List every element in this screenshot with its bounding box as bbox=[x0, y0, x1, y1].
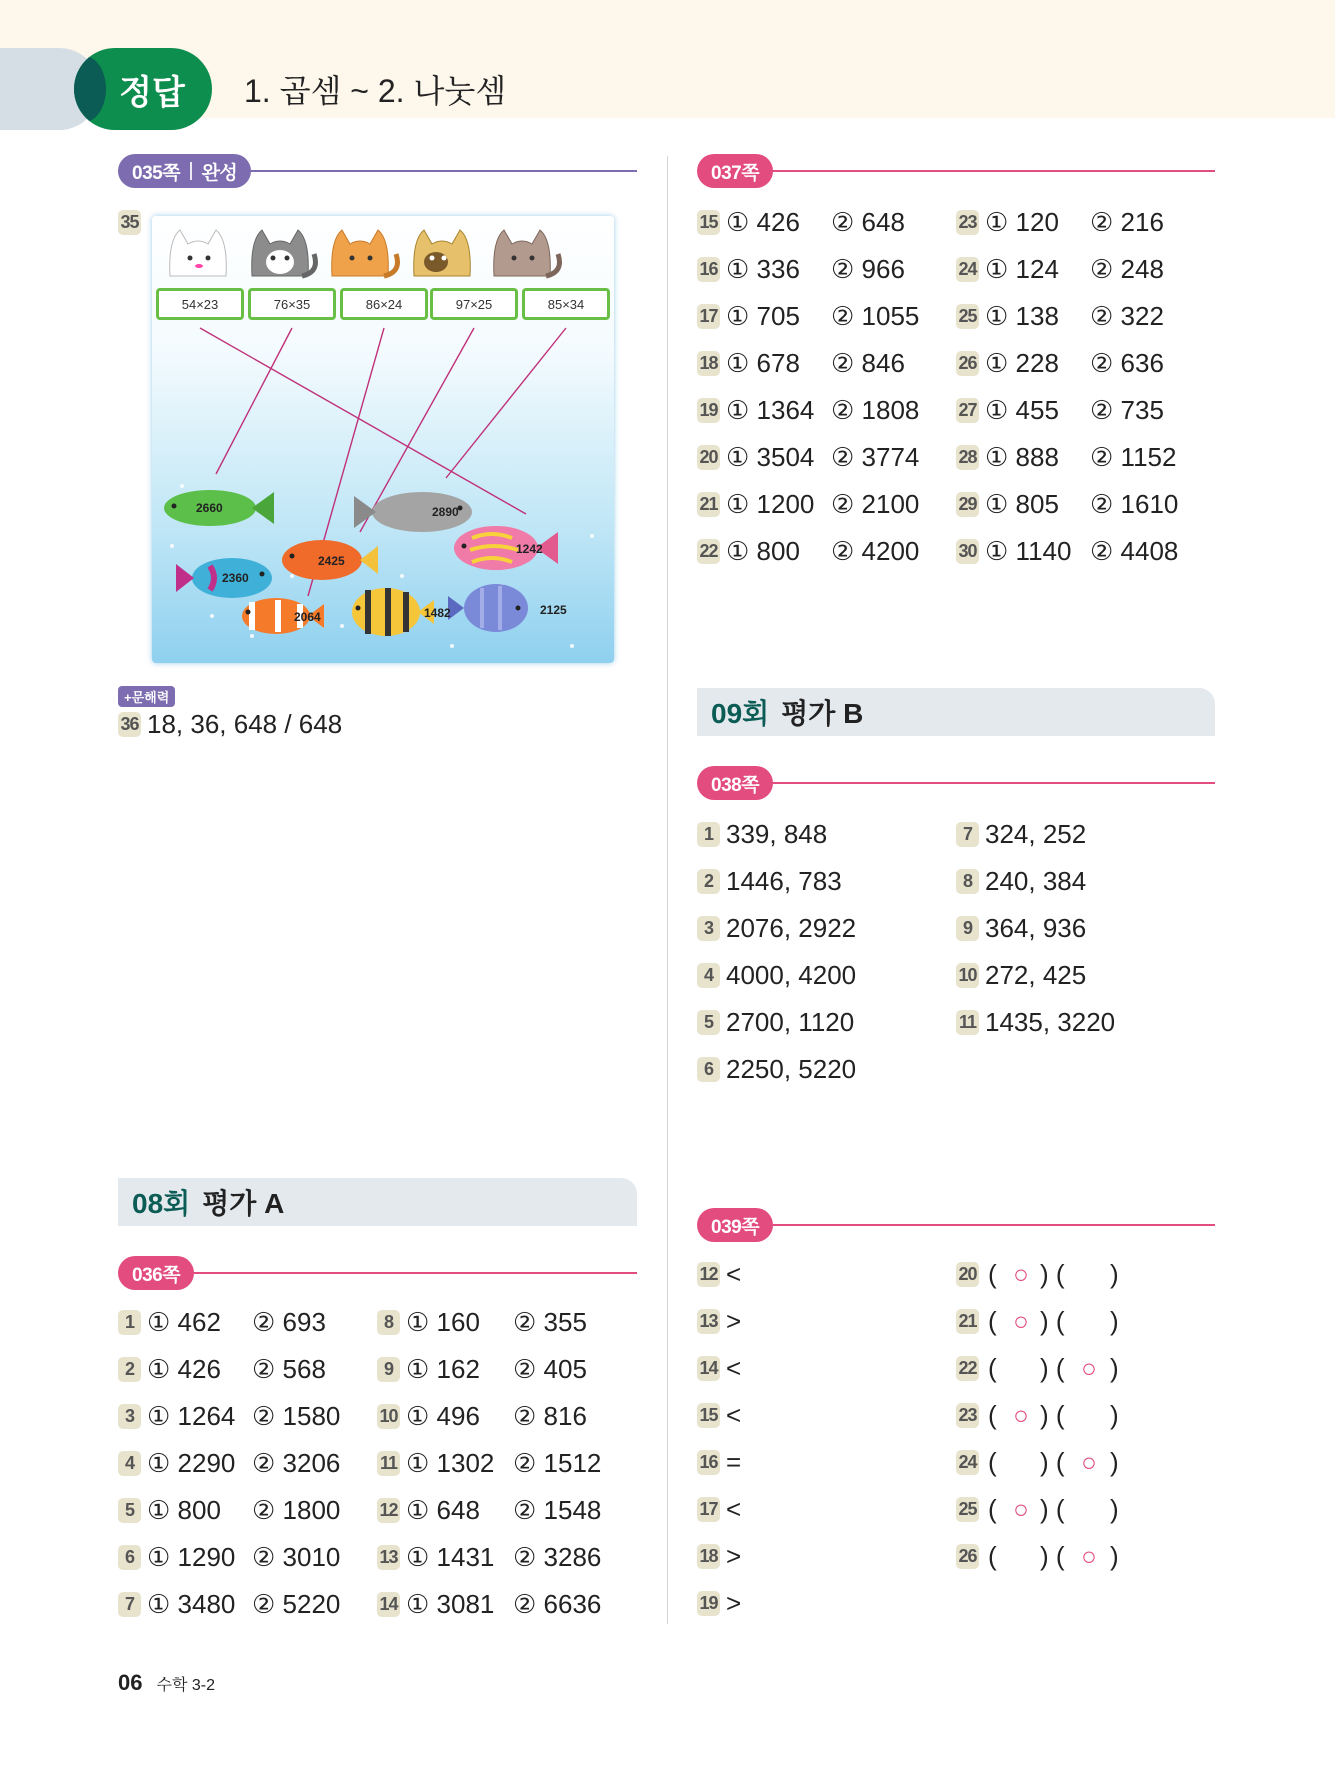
question-number: 25 bbox=[956, 304, 979, 329]
tag-line-036 bbox=[192, 1272, 637, 1274]
answer-row bbox=[118, 1447, 341, 1479]
question-number: 27 bbox=[956, 398, 979, 423]
answer-part-1: ① 3081 bbox=[406, 1588, 495, 1619]
answer-row bbox=[697, 300, 920, 332]
answer-row bbox=[118, 1588, 341, 1620]
question-number: 13 bbox=[377, 1545, 400, 1570]
answer-part-2: ② 248 bbox=[1090, 253, 1164, 284]
answer-value: 240, 384 bbox=[985, 865, 1087, 896]
question-number: 19 bbox=[697, 1591, 720, 1616]
answer-part-1: ① 1364 bbox=[726, 394, 815, 425]
reading-skill-label: +문해력 bbox=[118, 686, 175, 707]
question-36: 36 18, 36, 648 / 648 bbox=[118, 708, 342, 740]
question-number: 4 bbox=[697, 963, 720, 988]
cat-orange bbox=[332, 230, 398, 276]
question-number: 15 bbox=[697, 1403, 720, 1428]
problem-box-3: 86×24 bbox=[340, 288, 428, 320]
answer-part-1: ① 3480 bbox=[147, 1588, 236, 1619]
right-choice: ○ bbox=[1081, 1352, 1097, 1383]
answer-part-1: ① 805 bbox=[985, 488, 1059, 519]
question-number: 9 bbox=[956, 916, 979, 941]
answer-row bbox=[377, 1306, 587, 1338]
fish-label: 2660 bbox=[196, 501, 223, 515]
cat-gray bbox=[252, 230, 316, 276]
tag-line-035 bbox=[250, 170, 637, 172]
question-number: 29 bbox=[956, 492, 979, 517]
question-number: 20 bbox=[956, 1262, 979, 1287]
answer-row bbox=[697, 818, 827, 850]
answer-row bbox=[377, 1588, 602, 1620]
answer-part-2: ② 1580 bbox=[252, 1400, 341, 1431]
question-number: 17 bbox=[697, 1497, 720, 1522]
comparison-symbol: > bbox=[726, 1305, 742, 1336]
answer-part-2: ② 216 bbox=[1090, 206, 1164, 237]
question-number: 28 bbox=[956, 445, 979, 470]
answer-row bbox=[118, 1494, 341, 1526]
question-number: 11 bbox=[956, 1010, 979, 1035]
answer-row bbox=[697, 865, 842, 897]
answer-part-1: ① 1140 bbox=[985, 535, 1072, 566]
question-number: 1 bbox=[118, 1310, 141, 1335]
comparison-symbol: > bbox=[726, 1540, 742, 1571]
paren-pair: ) ( bbox=[1040, 1258, 1065, 1289]
left-choice: ○ bbox=[1013, 1399, 1029, 1430]
answer-row bbox=[956, 1258, 1119, 1290]
question-number: 24 bbox=[956, 1450, 979, 1475]
answer-part-2: ② 3286 bbox=[513, 1541, 602, 1572]
answer-part-2: ② 4408 bbox=[1090, 535, 1179, 566]
answer-part-1: ① 705 bbox=[726, 300, 800, 331]
answer-part-1: ① 426 bbox=[147, 1353, 221, 1384]
answer-part-2: ② 735 bbox=[1090, 394, 1164, 425]
paren-close: ) bbox=[1110, 1493, 1119, 1524]
answer-row bbox=[697, 347, 905, 379]
right-choice: ○ bbox=[1081, 1446, 1097, 1477]
answer-part-1: ① 138 bbox=[985, 300, 1059, 331]
paren-close: ) bbox=[1110, 1352, 1119, 1383]
question-number: 13 bbox=[697, 1309, 720, 1334]
question-number: 22 bbox=[956, 1356, 979, 1381]
answer-part-1: ① 162 bbox=[406, 1353, 480, 1384]
answer-value: 2250, 5220 bbox=[726, 1053, 857, 1084]
tag-line-039 bbox=[771, 1224, 1215, 1226]
answer-row bbox=[956, 1352, 1119, 1384]
answer-row bbox=[377, 1494, 602, 1526]
fish-2125 bbox=[448, 584, 528, 632]
paren-open: ( bbox=[988, 1399, 997, 1430]
problem-box-5: 85×34 bbox=[522, 288, 610, 320]
answer-value: 1446, 783 bbox=[726, 865, 842, 896]
answer-part-1: ① 1431 bbox=[406, 1541, 495, 1572]
question-number: 23 bbox=[956, 210, 979, 235]
answer-row bbox=[956, 912, 1086, 944]
answer-part-2: ② 1512 bbox=[513, 1447, 602, 1478]
answer-row bbox=[956, 488, 1179, 520]
answer-row bbox=[956, 206, 1164, 238]
fish-label: 2064 bbox=[294, 610, 321, 624]
fish-label: 2360 bbox=[222, 571, 249, 585]
answer-row bbox=[377, 1447, 602, 1479]
answer-part-2: ② 3206 bbox=[252, 1447, 341, 1478]
answer-row bbox=[697, 1399, 741, 1431]
answer-row bbox=[956, 959, 1086, 991]
answer-part-1: ① 455 bbox=[985, 394, 1059, 425]
answer-part-2: ② 966 bbox=[831, 253, 905, 284]
answer-part-2: ② 1548 bbox=[513, 1494, 602, 1525]
answer-row bbox=[377, 1400, 587, 1432]
question-number: 12 bbox=[377, 1498, 400, 1523]
question-number: 30 bbox=[956, 539, 979, 564]
paren-open: ( bbox=[988, 1493, 997, 1524]
question-number: 1 bbox=[697, 822, 720, 847]
question-number: 2 bbox=[697, 869, 720, 894]
answer-row bbox=[956, 535, 1179, 567]
answer-part-1: ① 2290 bbox=[147, 1447, 236, 1478]
answer-row bbox=[697, 394, 920, 426]
tag-line-037 bbox=[771, 170, 1215, 172]
left-choice: ○ bbox=[1013, 1305, 1029, 1336]
answer-row bbox=[118, 1400, 341, 1432]
answer-part-1: ① 888 bbox=[985, 441, 1059, 472]
cat-white bbox=[170, 230, 227, 276]
answer-row bbox=[956, 1006, 1115, 1038]
answer-value: 2076, 2922 bbox=[726, 912, 857, 943]
problem-box-2: 76×35 bbox=[248, 288, 336, 320]
answer-part-1: ① 462 bbox=[147, 1306, 221, 1337]
question-number: 7 bbox=[956, 822, 979, 847]
answer-part-1: ① 678 bbox=[726, 347, 800, 378]
question-number: 3 bbox=[697, 916, 720, 941]
paren-open: ( bbox=[988, 1352, 997, 1383]
answer-row bbox=[697, 488, 920, 520]
paren-close: ) bbox=[1110, 1258, 1119, 1289]
answer-part-2: ② 3774 bbox=[831, 441, 920, 472]
answer-part-1: ① 426 bbox=[726, 206, 800, 237]
tag-line-038 bbox=[771, 782, 1215, 784]
question-number: 8 bbox=[956, 869, 979, 894]
answer-row bbox=[956, 818, 1086, 850]
answer-row bbox=[956, 1493, 1119, 1525]
answer-value: 2700, 1120 bbox=[726, 1006, 855, 1037]
page-footer bbox=[118, 1670, 215, 1696]
answer-row bbox=[697, 1446, 741, 1478]
cat-brown bbox=[494, 230, 560, 276]
answer-part-2: ② 322 bbox=[1090, 300, 1164, 331]
paren-open: ( bbox=[988, 1258, 997, 1289]
fish-label: 2125 bbox=[540, 603, 567, 617]
question-number: 22 bbox=[697, 539, 720, 564]
question-number: 7 bbox=[118, 1592, 141, 1617]
fish-label: 2890 bbox=[432, 505, 459, 519]
answer-part-1: ① 336 bbox=[726, 253, 800, 284]
answer-part-2: ② 1055 bbox=[831, 300, 920, 331]
question-number: 26 bbox=[956, 351, 979, 376]
question-number: 14 bbox=[697, 1356, 720, 1381]
answer-row bbox=[697, 441, 920, 473]
answer-value: 339, 848 bbox=[726, 818, 828, 849]
answer-part-1: ① 1302 bbox=[406, 1447, 495, 1478]
question-number: 21 bbox=[956, 1309, 979, 1334]
answer-part-1: ① 1290 bbox=[147, 1541, 236, 1572]
column-divider bbox=[667, 156, 668, 1624]
question-number: 5 bbox=[118, 1498, 141, 1523]
comparison-symbol: < bbox=[726, 1258, 742, 1289]
answer-part-2: ② 6636 bbox=[513, 1588, 602, 1619]
answer-row bbox=[956, 441, 1177, 473]
section-08: 08회 평가 A bbox=[118, 1178, 637, 1226]
answer-part-2: ② 846 bbox=[831, 347, 905, 378]
question-number: 19 bbox=[697, 398, 720, 423]
answer-row bbox=[697, 1540, 741, 1572]
question-number: 12 bbox=[697, 1262, 720, 1287]
answer-row bbox=[956, 865, 1086, 897]
answer-row bbox=[377, 1353, 587, 1385]
paren-close: ) bbox=[1110, 1399, 1119, 1430]
answer-row bbox=[697, 959, 856, 991]
answer-row bbox=[697, 1352, 741, 1384]
cat-tan bbox=[414, 230, 471, 276]
problem-box-1: 54×23 bbox=[156, 288, 244, 320]
answer-part-2: ② 1610 bbox=[1090, 488, 1179, 519]
question-number: 9 bbox=[377, 1357, 400, 1382]
question-number: 8 bbox=[377, 1310, 400, 1335]
answer-row bbox=[956, 394, 1164, 426]
fish-1482 bbox=[352, 588, 434, 636]
answer-row bbox=[956, 1399, 1119, 1431]
question-number: 14 bbox=[377, 1592, 400, 1617]
answer-part-1: ① 496 bbox=[406, 1400, 480, 1431]
question-number: 6 bbox=[118, 1545, 141, 1570]
paren-pair: ) ( bbox=[1040, 1540, 1065, 1571]
answer-part-2: ② 355 bbox=[513, 1306, 587, 1337]
paren-pair: ) ( bbox=[1040, 1399, 1065, 1430]
answer-part-2: ② 3010 bbox=[252, 1541, 341, 1572]
paren-pair: ) ( bbox=[1040, 1305, 1065, 1336]
answer-part-2: ② 4200 bbox=[831, 535, 920, 566]
question-number: 5 bbox=[697, 1010, 720, 1035]
answer-part-1: ① 1264 bbox=[147, 1400, 236, 1431]
answer-value: 364, 936 bbox=[985, 912, 1087, 943]
left-choice: ○ bbox=[1013, 1258, 1029, 1289]
fish-label: 1482 bbox=[424, 606, 451, 620]
answer-part-2: ② 2100 bbox=[831, 488, 920, 519]
answer-part-1: ① 1200 bbox=[726, 488, 815, 519]
answer-row bbox=[697, 206, 905, 238]
answer-row bbox=[956, 1540, 1119, 1572]
problem-box-4: 97×25 bbox=[430, 288, 518, 320]
answer-part-1: ① 800 bbox=[147, 1494, 221, 1525]
paren-pair: ) ( bbox=[1040, 1446, 1065, 1477]
question-number: 6 bbox=[697, 1057, 720, 1082]
answer-row bbox=[697, 1493, 741, 1525]
subject-name: 수학 3-2 bbox=[156, 1677, 215, 1694]
question-number: 15 bbox=[697, 210, 720, 235]
question-35: 35 bbox=[118, 206, 147, 238]
answer-part-1: ① 160 bbox=[406, 1306, 480, 1337]
paren-open: ( bbox=[988, 1305, 997, 1336]
answer-value: 1435, 3220 bbox=[985, 1006, 1116, 1037]
answer-part-2: ② 1800 bbox=[252, 1494, 341, 1525]
question-number: 10 bbox=[956, 963, 979, 988]
comparison-symbol: = bbox=[726, 1446, 742, 1477]
answer-row bbox=[697, 1587, 741, 1619]
answer-row bbox=[377, 1541, 602, 1573]
answer-part-2: ② 568 bbox=[252, 1353, 326, 1384]
question-number: 3 bbox=[118, 1404, 141, 1429]
fish-matching-puzzle bbox=[152, 216, 614, 663]
answer-part-1: ① 648 bbox=[406, 1494, 480, 1525]
paren-open: ( bbox=[988, 1446, 997, 1477]
answer-badge: 정답 bbox=[74, 48, 212, 130]
page-tag-035: 035쪽 완성 bbox=[118, 154, 251, 188]
answer-value: 324, 252 bbox=[985, 818, 1087, 849]
comparison-symbol: < bbox=[726, 1399, 742, 1430]
answer-row bbox=[956, 300, 1164, 332]
answer-row bbox=[956, 1446, 1119, 1478]
question-number: 18 bbox=[697, 351, 720, 376]
right-choice: ○ bbox=[1081, 1540, 1097, 1571]
page-title: 1. 곱셈 ~ 2. 나눗셈 bbox=[244, 73, 507, 109]
puzzle-illustration bbox=[152, 216, 614, 663]
question-number: 20 bbox=[697, 445, 720, 470]
paren-close: ) bbox=[1110, 1446, 1119, 1477]
answer-row bbox=[956, 253, 1164, 285]
answer-row bbox=[118, 1306, 326, 1338]
question-number: 16 bbox=[697, 1450, 720, 1475]
answer-row bbox=[118, 1353, 326, 1385]
comparison-symbol: < bbox=[726, 1493, 742, 1524]
question-number: 24 bbox=[956, 257, 979, 282]
answer-row bbox=[697, 912, 856, 944]
answer-part-2: ② 693 bbox=[252, 1306, 326, 1337]
page-number: 06 bbox=[118, 1670, 143, 1695]
page-tag-039: 039쪽 bbox=[697, 1208, 773, 1242]
question-number: 11 bbox=[377, 1451, 400, 1476]
page-tag-038: 038쪽 bbox=[697, 766, 773, 800]
answer-part-1: ① 120 bbox=[985, 206, 1059, 237]
paren-open: ( bbox=[988, 1540, 997, 1571]
answer-row bbox=[956, 1305, 1119, 1337]
answer-part-2: ② 816 bbox=[513, 1400, 587, 1431]
paren-pair: ) ( bbox=[1040, 1352, 1065, 1383]
question-number: 18 bbox=[697, 1544, 720, 1569]
answer-row bbox=[697, 1053, 856, 1085]
answer-row bbox=[118, 1541, 341, 1573]
answer-row bbox=[697, 535, 920, 567]
answer-part-1: ① 124 bbox=[985, 253, 1059, 284]
answer-part-2: ② 648 bbox=[831, 206, 905, 237]
answer-part-2: ② 1152 bbox=[1090, 441, 1177, 472]
answer-part-2: ② 5220 bbox=[252, 1588, 341, 1619]
left-choice: ○ bbox=[1013, 1493, 1029, 1524]
fish-label: 1242 bbox=[516, 542, 543, 556]
answer-part-2: ② 1808 bbox=[831, 394, 920, 425]
answer-row bbox=[697, 1258, 741, 1290]
answer-row bbox=[697, 253, 905, 285]
page-tag-036: 036쪽 bbox=[118, 1256, 194, 1290]
answer-part-2: ② 405 bbox=[513, 1353, 587, 1384]
paren-pair: ) ( bbox=[1040, 1493, 1065, 1524]
paren-close: ) bbox=[1110, 1540, 1119, 1571]
paren-close: ) bbox=[1110, 1305, 1119, 1336]
answer-row bbox=[956, 347, 1164, 379]
section-09: 09회 평가 B bbox=[697, 688, 1215, 736]
answer-part-1: ① 3504 bbox=[726, 441, 815, 472]
comparison-symbol: < bbox=[726, 1352, 742, 1383]
question-number: 25 bbox=[956, 1497, 979, 1522]
question-number: 10 bbox=[377, 1404, 400, 1429]
answer-row bbox=[697, 1305, 741, 1337]
question-number: 23 bbox=[956, 1403, 979, 1428]
answer-part-1: ① 228 bbox=[985, 347, 1059, 378]
question-number: 17 bbox=[697, 304, 720, 329]
answer-value: 4000, 4200 bbox=[726, 959, 857, 990]
page-tag-037: 037쪽 bbox=[697, 154, 773, 188]
question-number: 16 bbox=[697, 257, 720, 282]
answer-part-2: ② 636 bbox=[1090, 347, 1164, 378]
fish-label: 2425 bbox=[318, 554, 345, 568]
question-number: 26 bbox=[956, 1544, 979, 1569]
question-number: 4 bbox=[118, 1451, 141, 1476]
comparison-symbol: > bbox=[726, 1587, 742, 1618]
answer-value: 272, 425 bbox=[985, 959, 1087, 990]
answer-row bbox=[697, 1006, 854, 1038]
question-number: 2 bbox=[118, 1357, 141, 1382]
answer-part-1: ① 800 bbox=[726, 535, 800, 566]
question-number: 21 bbox=[697, 492, 720, 517]
